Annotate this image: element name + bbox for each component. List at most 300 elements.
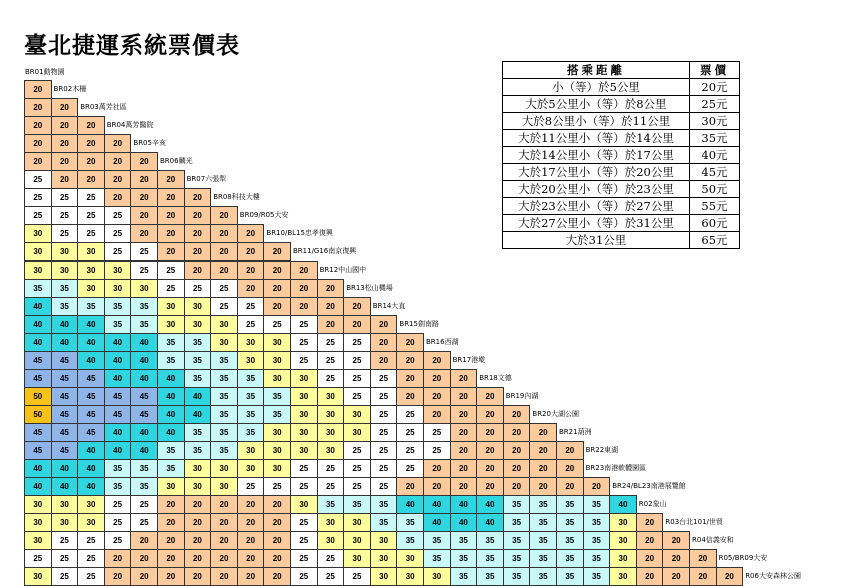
fare-cell: 35 — [556, 513, 584, 532]
fare-cell: 20 — [77, 170, 105, 189]
fare-cell: 25 — [396, 459, 424, 478]
fare-cell: 25 — [343, 387, 371, 406]
fare-cell: 20 — [263, 531, 291, 550]
fare-cell: 20 — [263, 261, 291, 280]
fare-cell: 30 — [343, 549, 371, 568]
fare-cell: 20 — [476, 477, 504, 496]
fare-cell: 25 — [290, 315, 318, 334]
fare-cell: 20 — [503, 441, 531, 460]
fare-cell: 20 — [636, 531, 664, 550]
fare-amount: 55元 — [690, 198, 740, 215]
fare-cell: 40 — [77, 351, 105, 370]
fare-cell: 20 — [157, 495, 185, 514]
fare-cell: 20 — [636, 567, 664, 586]
station-label: BR21葫洲 — [559, 427, 592, 436]
fare-cell: 20 — [290, 279, 318, 298]
fare-cell: 30 — [77, 279, 105, 298]
fare-cell: 20 — [503, 405, 531, 424]
fare-cell: 20 — [24, 80, 52, 99]
distance-range: 小（等）於5公里 — [503, 79, 690, 96]
station-label: BR24/BL23南港展覽館 — [612, 482, 686, 491]
fare-cell: 30 — [423, 567, 451, 586]
fare-cell: 30 — [157, 315, 185, 334]
distance-table-header — [503, 62, 740, 79]
station-label: BR22東湖 — [585, 446, 619, 454]
fare-cell: 40 — [476, 495, 504, 514]
fare-cell: 25 — [77, 549, 105, 568]
station-label: BR10/BL15忠孝復興 — [266, 229, 333, 238]
fare-cell: 40 — [130, 333, 158, 352]
fare-cell: 30 — [343, 405, 371, 424]
fare-cell: 25 — [370, 423, 398, 442]
fare-cell: 30 — [263, 441, 291, 460]
fare-cell: 20 — [476, 387, 504, 406]
fare-cell: 40 — [24, 459, 52, 478]
fare-cell: 25 — [370, 405, 398, 424]
fare-amount: 65元 — [690, 232, 740, 249]
fare-cell: 45 — [51, 423, 79, 442]
fare-cell: 35 — [556, 549, 584, 568]
station-label: R03台北101/世貿 — [665, 518, 723, 527]
fare-cell: 25 — [130, 513, 158, 532]
fare-cell: 25 — [423, 441, 451, 460]
fare-cell: 35 — [503, 495, 531, 514]
fare-cell: 30 — [609, 549, 637, 568]
fare-cell: 25 — [343, 477, 371, 496]
fare-cell: 30 — [343, 531, 371, 550]
fare-cell: 30 — [370, 567, 398, 586]
fare-cell: 30 — [130, 279, 158, 298]
fare-cell: 35 — [51, 279, 79, 298]
fare-cell: 35 — [104, 459, 132, 478]
fare-cell: 20 — [157, 531, 185, 550]
fare-cell: 20 — [24, 152, 52, 171]
distance-row — [503, 96, 740, 113]
fare-cell: 40 — [77, 315, 105, 334]
fare-cell: 35 — [130, 315, 158, 334]
fare-cell: 30 — [343, 423, 371, 442]
fare-cell: 20 — [556, 441, 584, 460]
fare-cell: 40 — [609, 495, 637, 514]
fare-cell: 20 — [636, 549, 664, 568]
fare-cell: 20 — [317, 279, 345, 298]
fare-cell: 20 — [423, 387, 451, 406]
fare-amount: 35元 — [690, 130, 740, 147]
fare-cell: 20 — [396, 351, 424, 370]
fare-cell: 20 — [450, 423, 478, 442]
station-label: BR23南港軟體園區 — [585, 464, 647, 473]
station-label: BR18文德 — [479, 373, 512, 382]
fare-cell: 20 — [263, 549, 291, 568]
fare-cell: 20 — [237, 531, 265, 550]
fare-cell: 20 — [450, 459, 478, 478]
fare-cell: 45 — [77, 405, 105, 424]
fare-cell: 25 — [24, 549, 52, 568]
fare-cell: 20 — [77, 152, 105, 171]
fare-cell: 20 — [184, 531, 212, 550]
fare-cell: 20 — [263, 495, 291, 514]
fare-cell: 20 — [130, 549, 158, 568]
fare-cell: 20 — [184, 549, 212, 568]
fare-cell: 20 — [370, 315, 398, 334]
fare-cell: 40 — [104, 423, 132, 442]
fare-cell: 20 — [51, 98, 79, 117]
station-label: R06大安森林公園 — [745, 572, 801, 581]
distance-row — [503, 215, 740, 232]
fare-cell: 20 — [689, 567, 717, 586]
fare-cell: 35 — [529, 495, 557, 514]
station-label: BR03萬芳社區 — [80, 103, 127, 112]
fare-cell: 35 — [210, 441, 238, 460]
fare-cell: 35 — [370, 513, 398, 532]
fare-cell: 25 — [210, 297, 238, 316]
fare-cell: 35 — [104, 315, 132, 334]
fare-cell: 30 — [51, 242, 79, 261]
fare-cell: 20 — [423, 351, 451, 370]
distance-row — [503, 198, 740, 215]
fare-cell: 30 — [343, 513, 371, 532]
fare-cell: 30 — [237, 333, 265, 352]
fare-cell: 35 — [556, 567, 584, 586]
fare-cell: 20 — [157, 567, 185, 586]
fare-cell: 35 — [130, 477, 158, 496]
fare-cell: 20 — [104, 134, 132, 153]
fare-cell: 25 — [343, 567, 371, 586]
fare-cell: 25 — [104, 495, 132, 514]
fare-cell: 35 — [210, 369, 238, 388]
fare-cell: 25 — [317, 459, 345, 478]
fare-cell: 35 — [423, 531, 451, 550]
station-label: BR13松山機場 — [346, 283, 393, 292]
fare-cell: 35 — [556, 495, 584, 514]
fare-cell: 25 — [290, 567, 318, 586]
fare-cell: 35 — [370, 495, 398, 514]
fare-cell: 35 — [583, 549, 611, 568]
fare-cell: 25 — [263, 315, 291, 334]
fare-cell: 40 — [24, 315, 52, 334]
fare-cell: 25 — [130, 495, 158, 514]
fare-cell: 20 — [263, 279, 291, 298]
fare-cell: 35 — [263, 405, 291, 424]
fare-cell: 35 — [529, 531, 557, 550]
fare-cell: 20 — [689, 549, 717, 568]
fare-cell: 30 — [210, 477, 238, 496]
distance-range: 大於5公里小（等）於8公里 — [503, 96, 690, 113]
fare-cell: 45 — [104, 387, 132, 406]
fare-cell: 40 — [184, 387, 212, 406]
fare-cell: 40 — [24, 333, 52, 352]
fare-cell: 40 — [24, 477, 52, 496]
fare-cell: 25 — [77, 224, 105, 243]
fare-cell: 40 — [24, 297, 52, 316]
fare-cell: 20 — [51, 170, 79, 189]
fare-cell: 30 — [24, 567, 52, 586]
fare-cell: 20 — [503, 459, 531, 478]
fare-cell: 20 — [210, 242, 238, 261]
station-label: BR08科技大樓 — [213, 193, 260, 202]
fare-cell: 25 — [317, 333, 345, 352]
fare-cell: 20 — [529, 477, 557, 496]
fare-cell: 20 — [529, 459, 557, 478]
fare-cell: 45 — [24, 369, 52, 388]
fare-cell: 35 — [210, 387, 238, 406]
fare-cell: 25 — [290, 513, 318, 532]
fare-cell: 20 — [184, 513, 212, 532]
station-label: BR16西湖 — [426, 337, 459, 346]
fare-cell: 35 — [529, 567, 557, 586]
fare-cell: 35 — [157, 441, 185, 460]
fare-amount: 45元 — [690, 164, 740, 181]
fare-cell: 30 — [184, 459, 212, 478]
fare-cell: 20 — [210, 513, 238, 532]
page-title: 臺北捷運系統票價表 — [24, 33, 240, 59]
fare-cell: 40 — [130, 441, 158, 460]
fare-cell: 35 — [503, 531, 531, 550]
fare-cell: 25 — [290, 477, 318, 496]
fare-cell: 20 — [24, 134, 52, 153]
fare-cell: 25 — [51, 567, 79, 586]
fare-cell: 50 — [24, 405, 52, 424]
station-label: BR02木柵 — [53, 85, 87, 93]
fare-cell: 25 — [77, 567, 105, 586]
fare-cell: 20 — [529, 441, 557, 460]
fare-cell: 20 — [343, 315, 371, 334]
fare-cell: 30 — [51, 261, 79, 280]
fare-cell: 40 — [423, 495, 451, 514]
fare-cell: 40 — [184, 405, 212, 424]
station-label: BR05辛亥 — [133, 139, 166, 148]
fare-cell: 40 — [157, 369, 185, 388]
fare-cell: 50 — [24, 387, 52, 406]
fare-cell: 20 — [662, 531, 690, 550]
fare-cell: 30 — [157, 477, 185, 496]
fare-cell: 20 — [157, 188, 185, 207]
distance-range: 大於23公里小（等）於27公里 — [503, 198, 690, 215]
fare-cell: 35 — [210, 351, 238, 370]
fare-cell: 20 — [583, 477, 611, 496]
distance-row — [503, 147, 740, 164]
fare-cell: 30 — [317, 387, 345, 406]
fare-cell: 35 — [210, 405, 238, 424]
fare-cell: 25 — [210, 279, 238, 298]
fare-cell: 25 — [423, 423, 451, 442]
fare-cell: 25 — [343, 369, 371, 388]
fare-cell: 35 — [396, 513, 424, 532]
fare-cell: 35 — [104, 477, 132, 496]
fare-cell: 20 — [263, 297, 291, 316]
fare-cell: 30 — [290, 369, 318, 388]
fare-cell: 20 — [157, 224, 185, 243]
fare-cell: 35 — [396, 531, 424, 550]
fare-cell: 25 — [104, 513, 132, 532]
fare-cell: 20 — [423, 405, 451, 424]
fare-cell: 20 — [104, 152, 132, 171]
fare-cell: 30 — [317, 423, 345, 442]
fare-cell: 30 — [609, 513, 637, 532]
fare-cell: 20 — [396, 369, 424, 388]
fare-cell: 20 — [237, 567, 265, 586]
fare-cell: 30 — [237, 441, 265, 460]
fare-cell: 20 — [263, 567, 291, 586]
fare-cell: 30 — [104, 279, 132, 298]
fare-cell: 35 — [503, 513, 531, 532]
fare-cell: 25 — [51, 188, 79, 207]
fare-cell: 20 — [662, 567, 690, 586]
fare-cell: 20 — [51, 134, 79, 153]
fare-cell: 30 — [317, 405, 345, 424]
fare-cell: 25 — [24, 188, 52, 207]
fare-cell: 25 — [317, 369, 345, 388]
station-label: BR15劍南路 — [399, 319, 439, 328]
fare-cell: 35 — [476, 549, 504, 568]
fare-amount: 30元 — [690, 113, 740, 130]
station-label: R05/BR09大安 — [718, 554, 768, 563]
fare-cell: 40 — [51, 459, 79, 478]
fare-cell: 20 — [450, 441, 478, 460]
fare-cell: 20 — [157, 170, 185, 189]
fare-cell: 45 — [77, 423, 105, 442]
fare-cell: 20 — [370, 351, 398, 370]
fare-cell: 25 — [370, 369, 398, 388]
fare-cell: 30 — [210, 315, 238, 334]
fare-cell: 45 — [51, 405, 79, 424]
fare-cell: 25 — [290, 549, 318, 568]
fare-cell: 20 — [104, 567, 132, 586]
fare-cell: 20 — [104, 170, 132, 189]
fare-cell: 20 — [450, 369, 478, 388]
fare-cell: 25 — [343, 441, 371, 460]
fare-cell: 25 — [104, 242, 132, 261]
fare-cell: 35 — [51, 297, 79, 316]
fare-cell: 30 — [77, 495, 105, 514]
fare-cell: 25 — [396, 441, 424, 460]
fare-cell: 45 — [51, 351, 79, 370]
fare-cell: 25 — [290, 351, 318, 370]
station-label: R02象山 — [638, 500, 667, 509]
fare-cell: 20 — [423, 369, 451, 388]
fare-cell: 30 — [263, 459, 291, 478]
fare-cell: 20 — [157, 242, 185, 261]
fare-cell: 20 — [237, 261, 265, 280]
fare-cell: 35 — [157, 333, 185, 352]
fare-cell: 20 — [396, 387, 424, 406]
fare-cell: 20 — [184, 188, 212, 207]
fare-cell: 45 — [51, 441, 79, 460]
fare-cell: 20 — [210, 531, 238, 550]
fare-cell: 30 — [184, 297, 212, 316]
fare-cell: 30 — [184, 315, 212, 334]
fare-cell: 25 — [104, 224, 132, 243]
fare-cell: 40 — [77, 441, 105, 460]
fare-cell: 35 — [450, 549, 478, 568]
fare-amount: 20元 — [690, 79, 740, 96]
distance-header: 搭乘距離 — [503, 62, 690, 79]
station-label: BR12中山國中 — [319, 265, 367, 274]
distance-row — [503, 232, 740, 249]
fare-cell: 25 — [130, 261, 158, 280]
fare-cell: 20 — [476, 459, 504, 478]
station-label: BR14大直 — [372, 301, 406, 310]
fare-cell: 35 — [130, 297, 158, 316]
fare-cell: 20 — [662, 549, 690, 568]
fare-cell: 20 — [556, 459, 584, 478]
distance-range: 大於17公里小（等）於20公里 — [503, 164, 690, 181]
fare-cell: 25 — [130, 242, 158, 261]
fare-amount: 25元 — [690, 96, 740, 113]
fare-cell: 40 — [51, 333, 79, 352]
fare-cell: 30 — [263, 369, 291, 388]
distance-range: 大於8公里小（等）於11公里 — [503, 113, 690, 130]
fare-cell: 35 — [24, 279, 52, 298]
fare-cell: 30 — [51, 495, 79, 514]
fare-cell: 30 — [290, 387, 318, 406]
fare-cell: 25 — [317, 549, 345, 568]
distance-range: 大於20公里小（等）於23公里 — [503, 181, 690, 198]
fare-cell: 40 — [396, 495, 424, 514]
distance-row — [503, 164, 740, 181]
fare-cell: 30 — [24, 261, 52, 280]
fare-cell: 35 — [583, 495, 611, 514]
fare-cell: 30 — [396, 549, 424, 568]
station-label: BR19內湖 — [505, 391, 539, 400]
fare-cell: 25 — [157, 261, 185, 280]
fare-cell: 35 — [583, 531, 611, 550]
station-label: BR09/R05大安 — [239, 211, 289, 220]
station-label: BR17港墘 — [452, 355, 486, 364]
fare-cell: 45 — [130, 405, 158, 424]
fare-cell: 45 — [77, 369, 105, 388]
fare-cell: 20 — [290, 297, 318, 316]
distance-fare-table — [502, 61, 740, 249]
fare-cell: 20 — [529, 423, 557, 442]
fare-cell: 40 — [104, 441, 132, 460]
fare-cell: 40 — [51, 315, 79, 334]
fare-cell: 25 — [77, 206, 105, 225]
fare-cell: 25 — [51, 531, 79, 550]
fare-cell: 35 — [529, 549, 557, 568]
fare-cell: 20 — [290, 261, 318, 280]
fare-cell: 35 — [343, 495, 371, 514]
fare-cell: 20 — [343, 297, 371, 316]
fare-cell: 20 — [476, 441, 504, 460]
fare-cell: 30 — [263, 351, 291, 370]
fare-cell: 20 — [210, 206, 238, 225]
fare-cell: 20 — [104, 188, 132, 207]
station-label: BR06麟光 — [160, 157, 193, 166]
fare-cell: 30 — [237, 459, 265, 478]
fare-cell: 25 — [290, 333, 318, 352]
fare-cell: 25 — [51, 549, 79, 568]
fare-cell: 35 — [529, 513, 557, 532]
fare-cell: 20 — [423, 459, 451, 478]
fare-cell: 20 — [423, 477, 451, 496]
fare-cell: 35 — [503, 567, 531, 586]
fare-cell: 35 — [104, 297, 132, 316]
fare-cell: 25 — [343, 351, 371, 370]
fare-cell: 35 — [476, 531, 504, 550]
fare-cell: 30 — [210, 333, 238, 352]
fare-cell: 35 — [556, 531, 584, 550]
fare-cell: 20 — [210, 224, 238, 243]
fare-cell: 35 — [157, 459, 185, 478]
fare-cell: 30 — [210, 459, 238, 478]
fare-header: 票價 — [690, 62, 740, 79]
fare-cell: 20 — [370, 333, 398, 352]
fare-cell: 35 — [237, 423, 265, 442]
distance-row — [503, 79, 740, 96]
fare-cell: 30 — [396, 567, 424, 586]
fare-amount: 60元 — [690, 215, 740, 232]
